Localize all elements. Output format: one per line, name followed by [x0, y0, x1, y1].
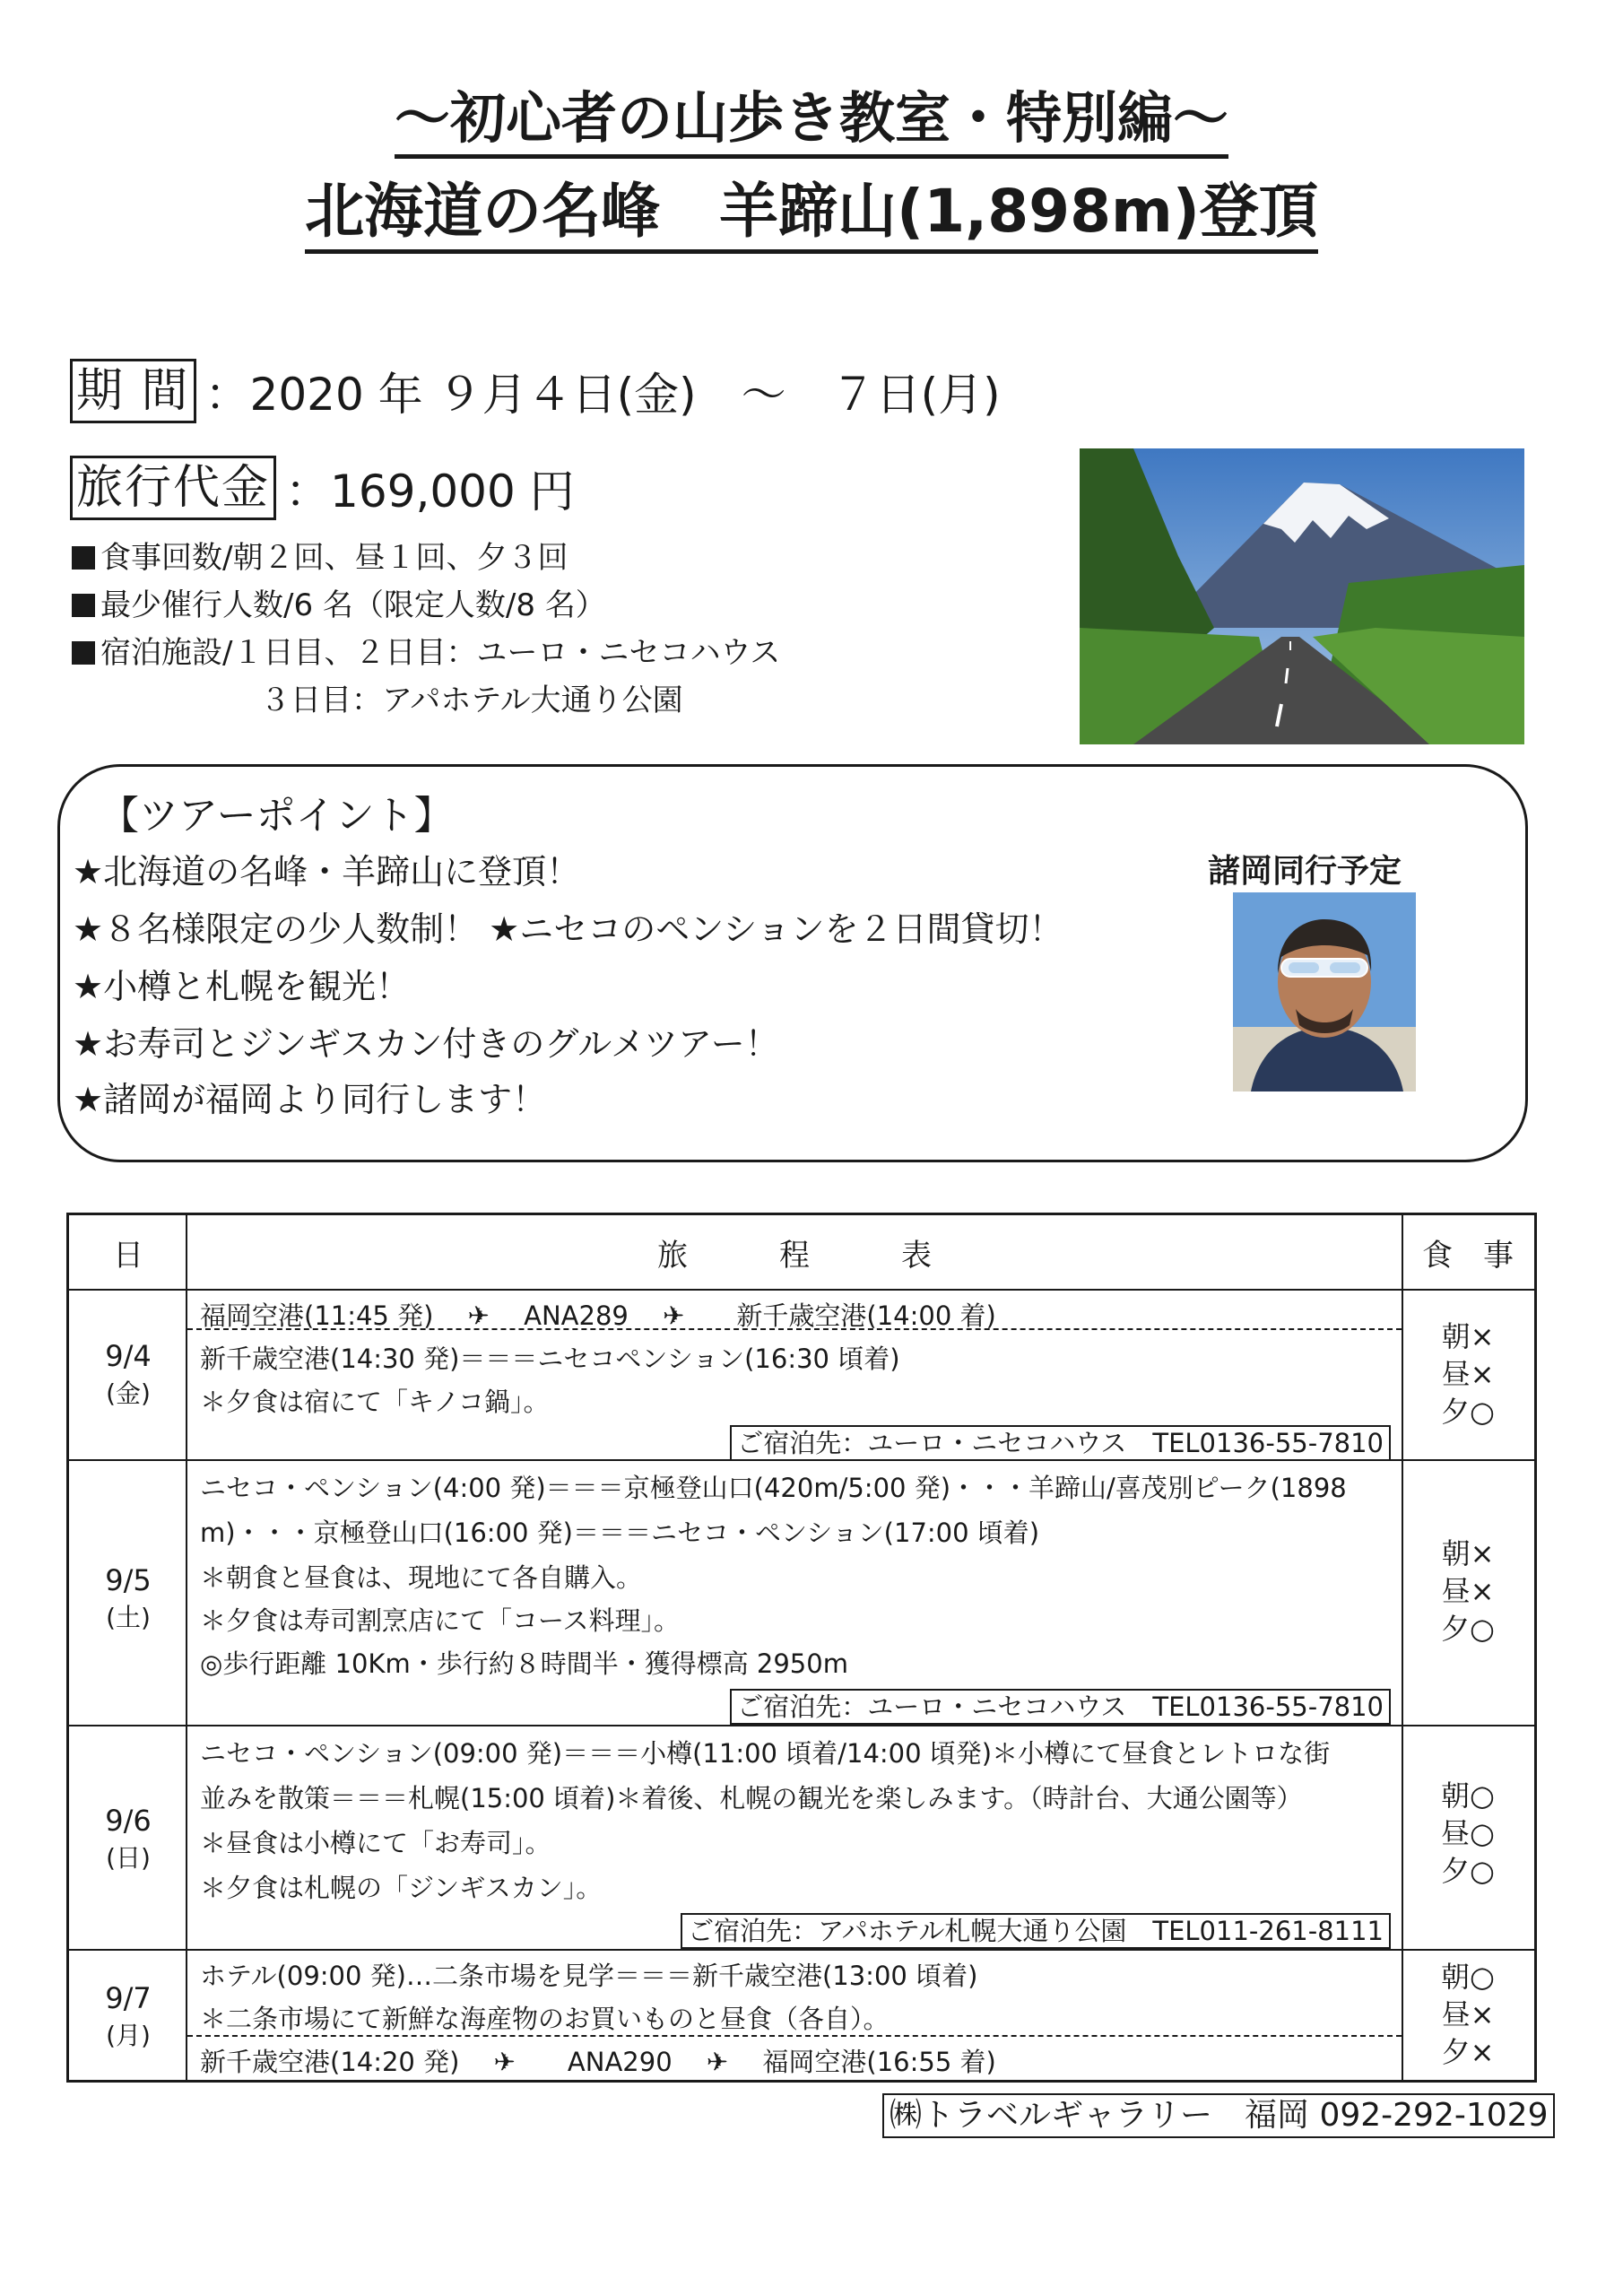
row-divider — [69, 1949, 1534, 1951]
price-row — [70, 456, 575, 520]
day-4-date: 9/7 (月) — [105, 1981, 152, 2050]
day-4-line: ＊二条市場にて新鮮な海産物のお買いものと昼食（各自）。 — [200, 2004, 890, 2034]
day-4-line: 新千歳空港(14:20 発) ✈ ANA290 ✈ 福岡空港(16:55 着) — [200, 2047, 996, 2077]
mountain-road-photo — [1080, 448, 1524, 744]
tour-point-item: ★小樽と札幌を観光！ — [73, 967, 411, 1006]
tour-point-box — [57, 764, 1528, 1162]
info-block — [72, 535, 780, 725]
info-meals: 食事回数/朝２回、昼１回、夕３回 — [72, 535, 780, 582]
tour-point-item: ★お寿司とジンギスカン付きのグルメツアー！ — [73, 1024, 779, 1064]
dashed-divider — [187, 2035, 1402, 2037]
row-divider — [69, 1289, 1534, 1291]
info-min-people: 最少催行人数/6 名（限定人数/8 名） — [72, 582, 780, 630]
day-3-line: ＊昼食は小樽にて「お寿司」。 — [200, 1828, 551, 1858]
guide-portrait-photo — [1233, 892, 1416, 1091]
day-3-line: ニセコ・ペンション(09:00 発)＝＝＝小樽(11:00 頃着/14:00 頃発)＊小樽にて昼食とレトロな街 — [200, 1738, 1331, 1769]
day-3-meals: 朝○ 昼○ 夕○ — [1441, 1779, 1495, 1888]
tour-point-item: ★８名様限定の少人数制！ ★ニセコのペンションを２日間貸切！ — [73, 909, 1063, 949]
row-divider — [69, 1725, 1534, 1726]
itinerary-table — [66, 1213, 1537, 2083]
header-itinerary: 旅 程 表 — [657, 1237, 932, 1274]
escort-label: 諸岡同行予定 — [1208, 853, 1402, 890]
company-contact: ㈱トラベルギャラリー 福岡 092-292-1029 — [882, 2093, 1555, 2138]
day-2-line: ＊朝食と昼食は、現地にて各自購入。 — [200, 1562, 643, 1593]
day-2-line: ニセコ・ペンション(4:00 発)＝＝＝京極登山口(420m/5:00 発)・・・羊蹄山/喜茂別ピーク(1898 — [200, 1473, 1347, 1503]
day-3-stay: ご宿泊先：アパホテル札幌大通り公園 TEL011-261-8111 — [681, 1913, 1391, 1949]
square-bullet-icon — [72, 594, 95, 617]
tour-point-title: 【ツアーポイント】 — [100, 793, 454, 839]
day-3-line: ＊夕食は札幌の「ジンギスカン」。 — [200, 1873, 603, 1903]
day-2-meals: 朝× 昼× 夕○ — [1441, 1536, 1495, 1646]
day-2-line: ＊夕食は寿司割烹店にて「コース料理」。 — [200, 1605, 681, 1636]
period-row — [70, 359, 1001, 423]
day-4-line: ホテル(09:00 発)…二条市場を見学＝＝＝新千歳空港(13:00 頃着) — [200, 1961, 978, 1991]
day-3-line: 並みを散策＝＝＝札幌(15:00 頃着)＊着後、札幌の観光を楽しみます。（時計台、大通公園等） — [200, 1783, 1303, 1813]
day-2-stay: ご宿泊先：ユーロ・ニセコハウス TEL0136-55-7810 — [730, 1689, 1391, 1725]
info-lodging-2: ３日目：アパホテル大通り公園 — [260, 683, 683, 718]
header-meal: 食 事 — [1422, 1237, 1514, 1274]
period-label: 期 間 — [70, 359, 196, 423]
period-value: ：2020 年 ９月４日(金) ～ ７日(月) — [204, 369, 1001, 421]
square-bullet-icon — [72, 546, 95, 570]
day-1-line: ＊夕食は宿にて「キノコ鍋」。 — [200, 1387, 550, 1417]
price-label: 旅行代金 — [70, 456, 276, 520]
day-2-line: ◎歩行距離 10Km・歩行約８時間半・獲得標高 2950m — [200, 1648, 848, 1679]
square-bullet-icon — [72, 641, 95, 665]
title-line-2: 北海道の名峰 羊蹄山(1,898m)登頂 — [0, 163, 1623, 248]
day-1-stay: ご宿泊先：ユーロ・ニセコハウス TEL0136-55-7810 — [730, 1425, 1391, 1461]
day-1-meals: 朝× 昼× 夕○ — [1441, 1319, 1495, 1429]
title-line-1: 〜初心者の山歩き教室・特別編〜 — [0, 74, 1623, 153]
header-day: 日 — [113, 1237, 143, 1274]
tour-point-item: ★北海道の名峰・羊蹄山に登頂！ — [73, 852, 581, 891]
price-value: ：169,000 円 — [285, 465, 575, 517]
day-1-date: 9/4 (金) — [105, 1339, 152, 1408]
tour-point-item: ★諸岡が福岡より同行します！ — [73, 1080, 547, 1119]
day-3-date: 9/6 (日) — [105, 1804, 152, 1873]
day-1-line: 新千歳空港(14:30 発)＝＝＝ニセコペンション(16:30 頃着) — [200, 1344, 900, 1374]
day-2-line: m)・・・京極登山口(16:00 発)＝＝＝ニセコ・ペンション(17:00 頃着) — [200, 1518, 1040, 1548]
day-2-date: 9/5 (土) — [105, 1563, 152, 1632]
info-lodging: 宿泊施設/１日目、２日目：ユーロ・ニセコハウス — [72, 630, 780, 677]
day-1-line: 福岡空港(11:45 発) ✈ ANA289 ✈ 新千歳空港(14:00 着) — [200, 1300, 996, 1331]
day-4-meals: 朝○ 昼× 夕× — [1441, 1960, 1495, 2069]
dashed-divider — [187, 1328, 1402, 1330]
